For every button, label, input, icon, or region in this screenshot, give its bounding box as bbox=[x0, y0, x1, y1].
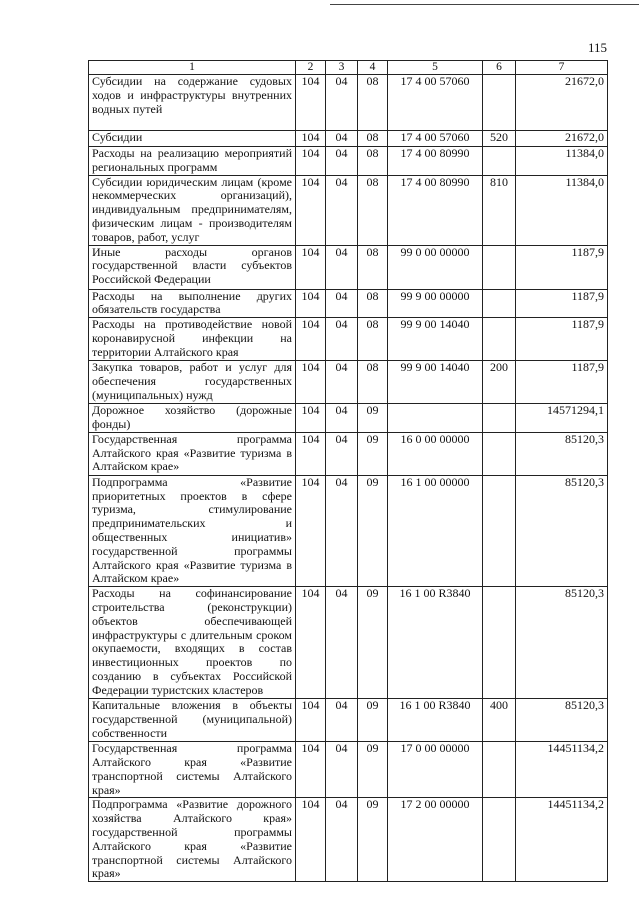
amount-cell: 1187,9 bbox=[516, 361, 608, 404]
expense-type-cell bbox=[483, 798, 516, 882]
section-code-cell: 104 bbox=[296, 432, 326, 475]
table-row bbox=[89, 699, 608, 742]
item-code-cell: 09 bbox=[358, 798, 388, 882]
section-code-cell: 104 bbox=[296, 361, 326, 404]
expense-type-cell: 200 bbox=[483, 361, 516, 404]
target-article-cell: 16 0 00 00000 bbox=[388, 432, 483, 475]
expense-type-cell bbox=[483, 432, 516, 475]
expense-type-cell bbox=[483, 245, 516, 289]
expense-type-cell bbox=[483, 587, 516, 699]
row-name-cell: Субсидии bbox=[89, 131, 296, 147]
amount-cell: 85120,3 bbox=[516, 475, 608, 586]
section-code-cell: 104 bbox=[296, 75, 326, 131]
amount-cell: 11384,0 bbox=[516, 147, 608, 176]
section-code-cell: 104 bbox=[296, 175, 326, 245]
subsection-code-cell: 04 bbox=[326, 147, 358, 176]
subsection-code-cell: 04 bbox=[326, 131, 358, 147]
target-article-cell: 99 9 00 14040 bbox=[388, 361, 483, 404]
header-cell: 5 bbox=[388, 61, 483, 75]
row-name-cell: Расходы на противодействие новой коронавирусной инфекции на территории Алтайского края bbox=[89, 318, 296, 361]
amount-cell: 14451134,2 bbox=[516, 798, 608, 882]
expense-type-cell bbox=[483, 742, 516, 798]
item-code-cell: 08 bbox=[358, 289, 388, 318]
table-row bbox=[89, 432, 608, 475]
amount-cell: 85120,3 bbox=[516, 587, 608, 699]
expense-type-cell bbox=[483, 475, 516, 586]
amount-cell: 14571294,1 bbox=[516, 404, 608, 433]
section-code-cell: 104 bbox=[296, 798, 326, 882]
subsection-code-cell: 04 bbox=[326, 318, 358, 361]
amount-cell: 85120,3 bbox=[516, 699, 608, 742]
subsection-code-cell: 04 bbox=[326, 245, 358, 289]
target-article-cell: 99 9 00 14040 bbox=[388, 318, 483, 361]
amount-cell: 14451134,2 bbox=[516, 742, 608, 798]
target-article-cell bbox=[388, 404, 483, 433]
header-cell: 1 bbox=[89, 61, 296, 75]
table-row bbox=[89, 75, 608, 131]
item-code-cell: 09 bbox=[358, 475, 388, 586]
subsection-code-cell: 04 bbox=[326, 432, 358, 475]
item-code-cell: 08 bbox=[358, 75, 388, 131]
row-name-cell: Расходы на софинансирование строительства (реконструкции) объектов обеспечивающей инфраструктуры с длительным сроком окупаемости, входящих в состав инвестиционных проектов по созданию в субъектах Российской Федерации туристских кластеров bbox=[89, 587, 296, 699]
target-article-cell: 17 0 00 00000 bbox=[388, 742, 483, 798]
target-article-cell: 16 1 00 R3840 bbox=[388, 699, 483, 742]
subsection-code-cell: 04 bbox=[326, 475, 358, 586]
header-cell: 7 bbox=[516, 61, 608, 75]
amount-cell: 21672,0 bbox=[516, 75, 608, 131]
table-body bbox=[89, 61, 608, 882]
target-article-cell: 16 1 00 R3840 bbox=[388, 587, 483, 699]
target-article-cell: 99 9 00 00000 bbox=[388, 289, 483, 318]
section-code-cell: 104 bbox=[296, 699, 326, 742]
table-row bbox=[89, 361, 608, 404]
row-name-cell: Субсидии на содержание судовых ходов и инфраструктуры внутренних водных путей bbox=[89, 75, 296, 131]
table-row bbox=[89, 798, 608, 882]
target-article-cell: 17 4 00 57060 bbox=[388, 131, 483, 147]
table-row bbox=[89, 245, 608, 289]
header-cell: 4 bbox=[358, 61, 388, 75]
budget-table bbox=[88, 60, 608, 882]
subsection-code-cell: 04 bbox=[326, 587, 358, 699]
row-name-cell: Иные расходы органов государственной власти субъектов Российской Федерации bbox=[89, 245, 296, 289]
section-code-cell: 104 bbox=[296, 131, 326, 147]
subsection-code-cell: 04 bbox=[326, 404, 358, 433]
section-code-cell: 104 bbox=[296, 318, 326, 361]
expense-type-cell: 400 bbox=[483, 699, 516, 742]
item-code-cell: 09 bbox=[358, 742, 388, 798]
section-code-cell: 104 bbox=[296, 475, 326, 586]
table-row bbox=[89, 289, 608, 318]
expense-type-cell bbox=[483, 289, 516, 318]
amount-cell: 21672,0 bbox=[516, 131, 608, 147]
target-article-cell: 17 4 00 80990 bbox=[388, 147, 483, 176]
item-code-cell: 08 bbox=[358, 318, 388, 361]
item-code-cell: 09 bbox=[358, 699, 388, 742]
table-row bbox=[89, 318, 608, 361]
section-code-cell: 104 bbox=[296, 289, 326, 318]
table-header-row bbox=[89, 61, 608, 75]
target-article-cell: 17 2 00 00000 bbox=[388, 798, 483, 882]
expense-type-cell bbox=[483, 318, 516, 361]
table-row bbox=[89, 742, 608, 798]
section-code-cell: 104 bbox=[296, 404, 326, 433]
table-row bbox=[89, 131, 608, 147]
header-cell: 3 bbox=[326, 61, 358, 75]
item-code-cell: 08 bbox=[358, 147, 388, 176]
amount-cell: 85120,3 bbox=[516, 432, 608, 475]
item-code-cell: 08 bbox=[358, 175, 388, 245]
row-name-cell: Капитальные вложения в объекты государственной (муниципальной) собственности bbox=[89, 699, 296, 742]
section-code-cell: 104 bbox=[296, 742, 326, 798]
row-name-cell: Подпрограмма «Развитие приоритетных проектов в сфере туризма, стимулирование предпринимательских и общественных инициатив» государственной программы Алтайского края «Развитие туризма в Алтайском крае» bbox=[89, 475, 296, 586]
item-code-cell: 09 bbox=[358, 587, 388, 699]
expense-type-cell: 520 bbox=[483, 131, 516, 147]
section-code-cell: 104 bbox=[296, 245, 326, 289]
subsection-code-cell: 04 bbox=[326, 75, 358, 131]
item-code-cell: 08 bbox=[358, 131, 388, 147]
target-article-cell: 17 4 00 80990 bbox=[388, 175, 483, 245]
item-code-cell: 08 bbox=[358, 245, 388, 289]
table-row bbox=[89, 175, 608, 245]
expense-type-cell bbox=[483, 404, 516, 433]
subsection-code-cell: 04 bbox=[326, 289, 358, 318]
section-code-cell: 104 bbox=[296, 587, 326, 699]
subsection-code-cell: 04 bbox=[326, 699, 358, 742]
item-code-cell: 09 bbox=[358, 404, 388, 433]
target-article-cell: 17 4 00 57060 bbox=[388, 75, 483, 131]
scan-edge-line bbox=[330, 4, 639, 5]
expense-type-cell bbox=[483, 147, 516, 176]
row-name-cell: Дорожное хозяйство (дорожные фонды) bbox=[89, 404, 296, 433]
row-name-cell: Подпрограмма «Развитие дорожного хозяйства Алтайского края» государственной программы Алтайского края «Развитие транспортной системы Алтайского края» bbox=[89, 798, 296, 882]
row-name-cell: Расходы на реализацию мероприятий региональных программ bbox=[89, 147, 296, 176]
amount-cell: 11384,0 bbox=[516, 175, 608, 245]
amount-cell: 1187,9 bbox=[516, 245, 608, 289]
table-row bbox=[89, 404, 608, 433]
row-name-cell: Государственная программа Алтайского края «Развитие транспортной системы Алтайского края» bbox=[89, 742, 296, 798]
subsection-code-cell: 04 bbox=[326, 798, 358, 882]
target-article-cell: 99 0 00 00000 bbox=[388, 245, 483, 289]
row-name-cell: Закупка товаров, работ и услуг для обеспечения государственных (муниципальных) нужд bbox=[89, 361, 296, 404]
amount-cell: 1187,9 bbox=[516, 289, 608, 318]
row-name-cell: Государственная программа Алтайского края «Развитие туризма в Алтайском крае» bbox=[89, 432, 296, 475]
header-cell: 2 bbox=[296, 61, 326, 75]
table-row bbox=[89, 147, 608, 176]
subsection-code-cell: 04 bbox=[326, 361, 358, 404]
page-number: 115 bbox=[588, 40, 608, 55]
row-name-cell: Субсидии юридическим лицам (кроме некоммерческих организаций), индивидуальным предпринимателям, физическим лицам - производителям товаров, работ, услуг bbox=[89, 175, 296, 245]
item-code-cell: 08 bbox=[358, 361, 388, 404]
row-name-cell: Расходы на выполнение других обязательств государства bbox=[89, 289, 296, 318]
expense-type-cell bbox=[483, 75, 516, 131]
header-cell: 6 bbox=[483, 61, 516, 75]
subsection-code-cell: 04 bbox=[326, 742, 358, 798]
table-row bbox=[89, 475, 608, 586]
expense-type-cell: 810 bbox=[483, 175, 516, 245]
target-article-cell: 16 1 00 00000 bbox=[388, 475, 483, 586]
section-code-cell: 104 bbox=[296, 147, 326, 176]
amount-cell: 1187,9 bbox=[516, 318, 608, 361]
subsection-code-cell: 04 bbox=[326, 175, 358, 245]
item-code-cell: 09 bbox=[358, 432, 388, 475]
table-row bbox=[89, 587, 608, 699]
